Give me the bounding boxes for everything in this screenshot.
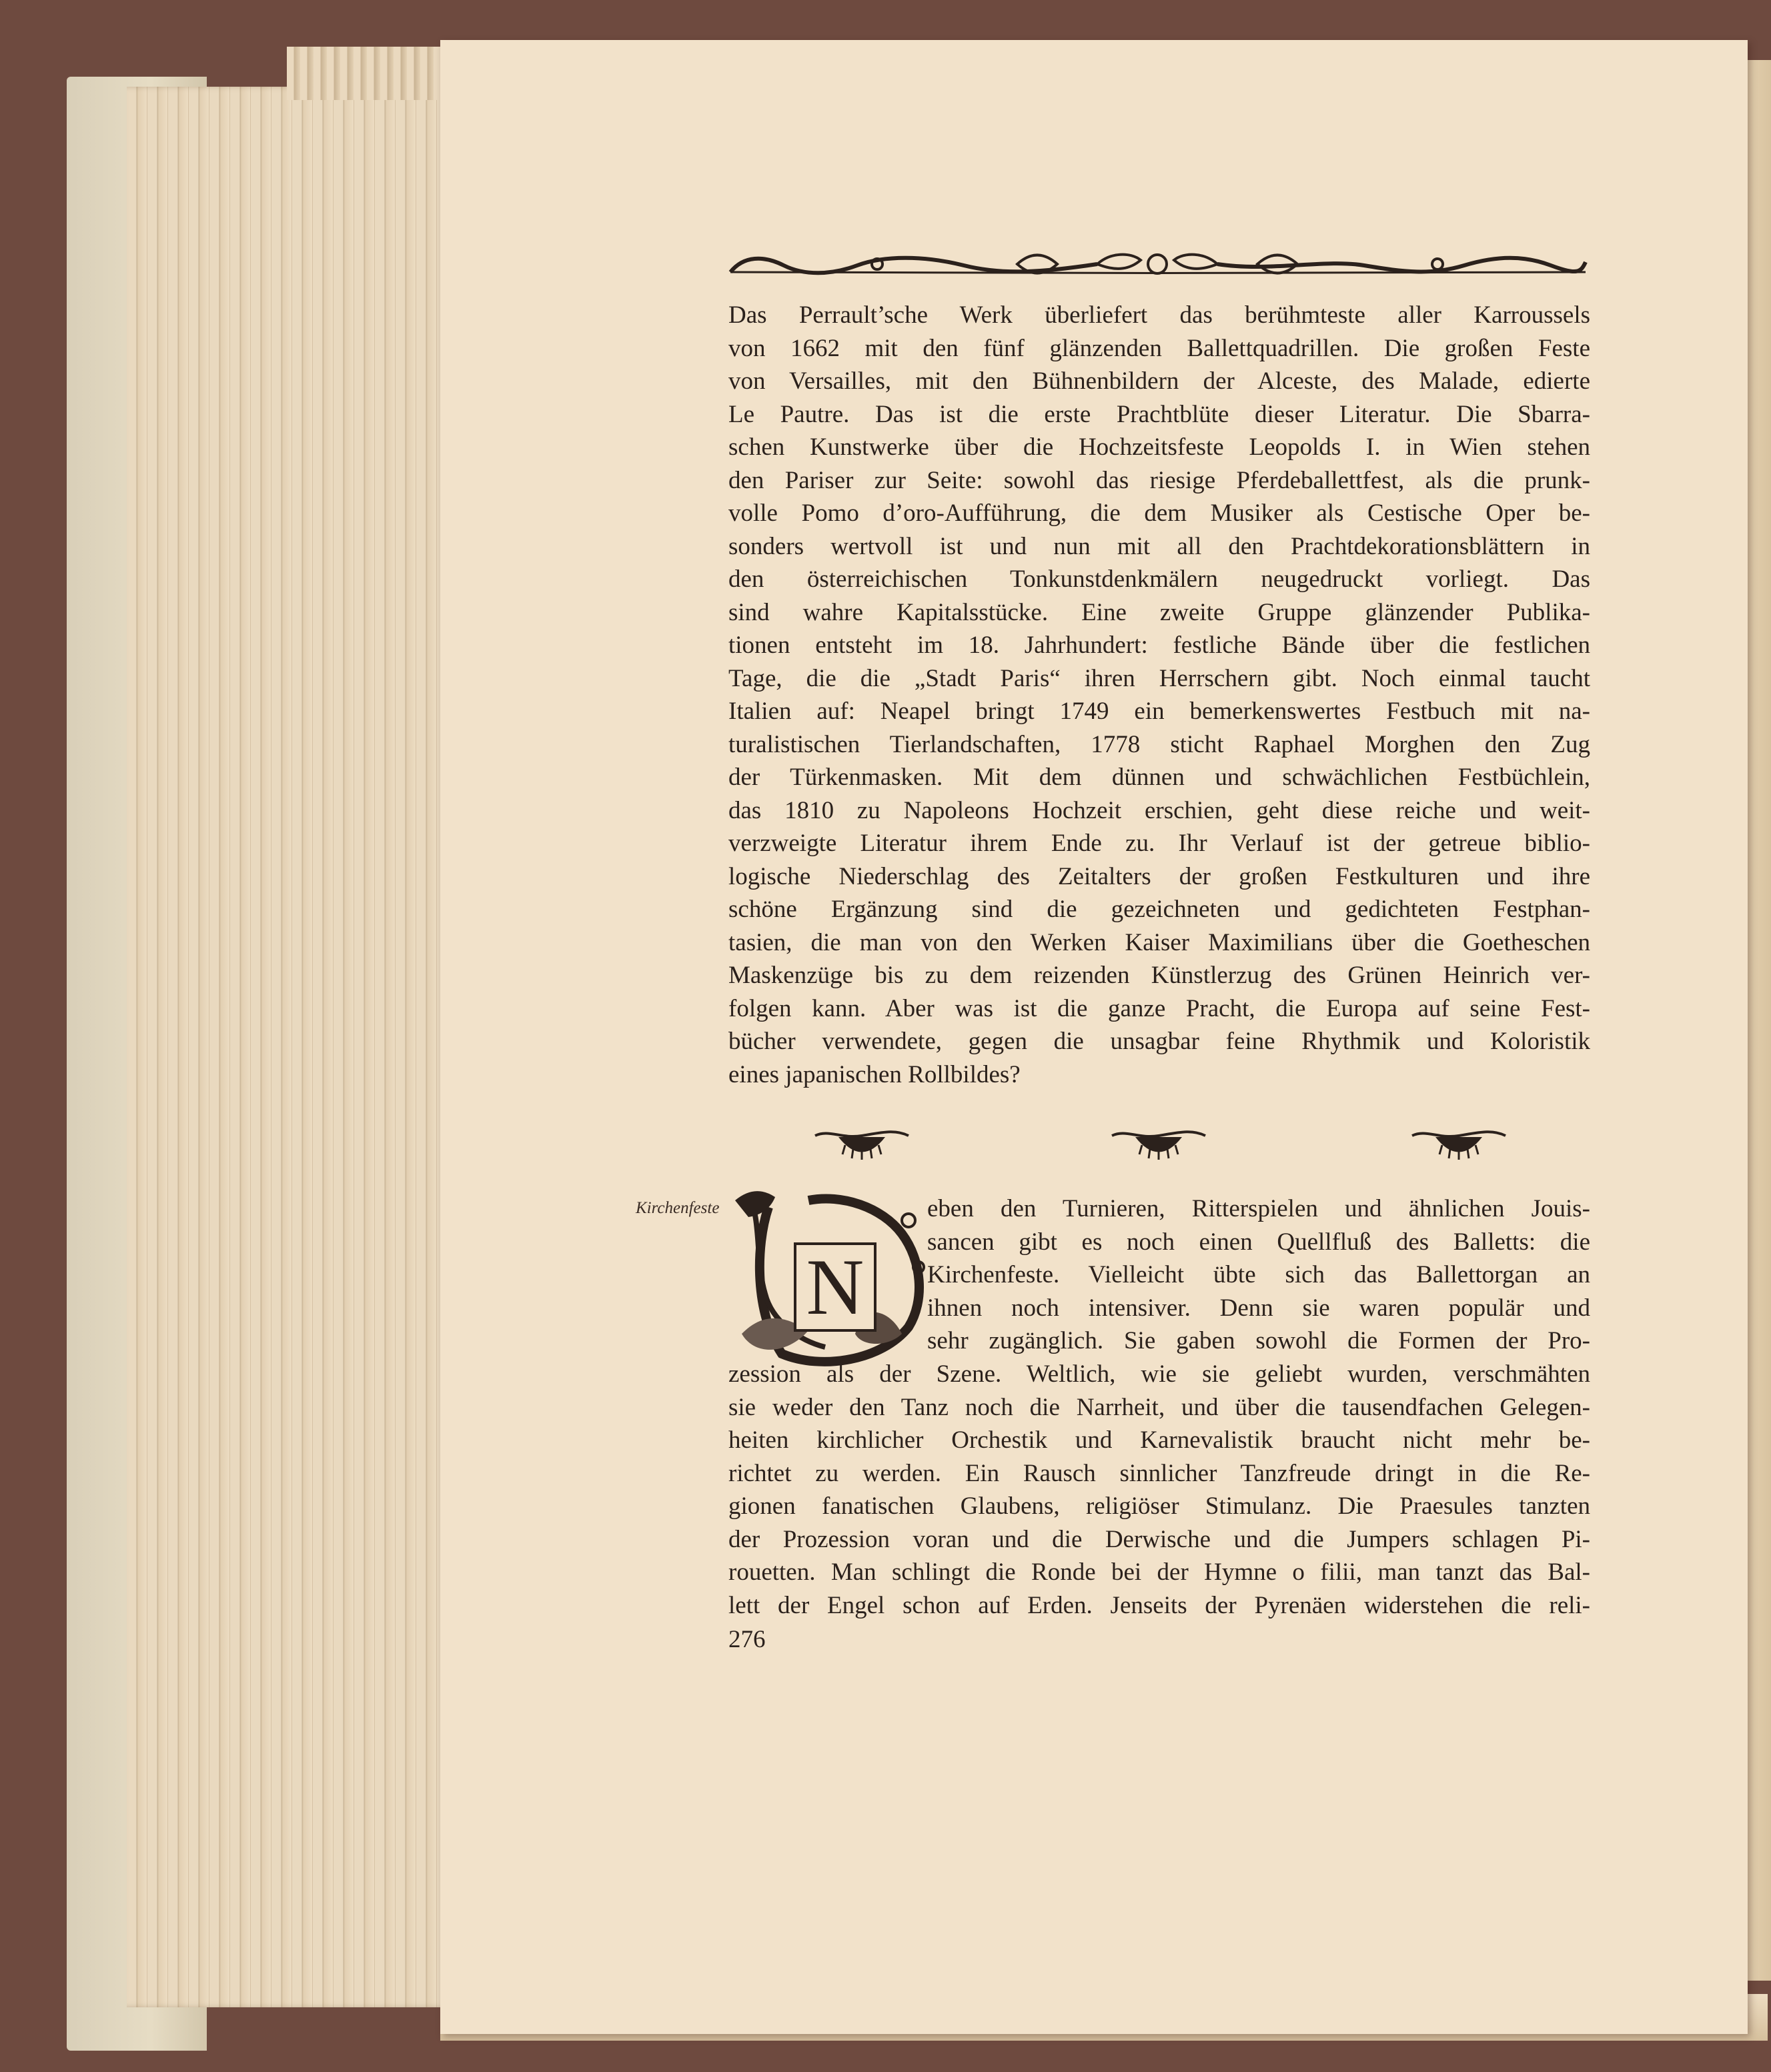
margin-note: Kirchenfeste xyxy=(636,1199,720,1217)
text-line: der Prozession voran und die Derwische und die Jumpers schlagen Pi- xyxy=(728,1525,1590,1553)
text-line: den Pariser zur Seite: sowohl das riesige Pferdeballettfest, als die prunk- xyxy=(728,466,1590,494)
text-line: Italien auf: Neapel bringt 1749 ein bemerkenswertes Festbuch mit na- xyxy=(728,698,1590,725)
paragraph-2-indented xyxy=(927,1192,1590,1358)
text-line: sancen gibt es noch einen Quellfluß des Balletts: die xyxy=(927,1228,1590,1256)
text-line: von 1662 mit den fünf glänzenden Ballettquadrillen. Die großen Feste xyxy=(728,334,1590,362)
text-line: Das Perrault’sche Werk überliefert das berühmteste aller Karroussels xyxy=(728,301,1590,329)
text-line: gionen fanatischen Glaubens, religiöser Stimulanz. Die Praesules tanzten xyxy=(728,1492,1590,1520)
text-line: tionen entsteht im 18. Jahrhundert: festliche Bände über die festlichen xyxy=(728,632,1590,659)
paragraph-2 xyxy=(728,1358,1590,1622)
text-line: das 1810 zu Napoleons Hochzeit erschien, geht diese reiche und weit- xyxy=(728,796,1590,824)
text-line: der Türkenmasken. Mit dem dünnen und schwächlichen Festbüchlein, xyxy=(728,764,1590,791)
text-line: richtet zu werden. Ein Rausch sinnlicher Tanzfreude dringt in die Re- xyxy=(728,1459,1590,1487)
text-line: schöne Ergänzung sind die gezeichneten und gedichteten Festphan- xyxy=(728,896,1590,923)
text-line: sie weder den Tanz noch die Narrheit, und über die tausendfachen Gelegen- xyxy=(728,1393,1590,1421)
text-line: rouetten. Man schlingt die Ronde bei der Hymne o filii, man tanzt das Bal- xyxy=(728,1559,1590,1586)
text-line: lett der Engel schon auf Erden. Jenseits der Pyrenäen widerstehen die reli- xyxy=(728,1591,1590,1619)
text-line: turalistischen Tierlandschaften, 1778 sticht Raphael Morghen den Zug xyxy=(728,730,1590,758)
svg-text:N: N xyxy=(806,1242,864,1331)
floral-ornament-icon xyxy=(1409,1124,1509,1164)
text-line: schen Kunstwerke über die Hochzeitsfeste Leopolds I. in Wien stehen xyxy=(728,433,1590,461)
floral-ornament-icon xyxy=(1109,1124,1209,1164)
text-line: sonders wertvoll ist und nun mit all den Prachtdekorationsblättern in xyxy=(728,532,1590,560)
text-line: ihnen noch intensiver. Denn sie waren populär und xyxy=(927,1294,1590,1322)
text-line: den österreichischen Tonkunstdenkmälern neugedruckt vorliegt. Das xyxy=(728,566,1590,593)
floral-ornament-icon xyxy=(812,1124,912,1164)
paragraph-1 xyxy=(728,299,1590,1091)
headpiece-ornament-icon xyxy=(724,245,1591,285)
text-line: bücher verwendete, gegen die unsagbar feine Rhythmik und Koloristik xyxy=(728,1028,1590,1055)
text-line: Le Pautre. Das ist die erste Prachtblüte dieser Literatur. Die Sbarra- xyxy=(728,400,1590,428)
text-line: Kirchenfeste. Vielleicht übte sich das Ballettorgan an xyxy=(927,1261,1590,1288)
text-line: sind wahre Kapitalsstücke. Eine zweite Gruppe glänzender Publika- xyxy=(728,598,1590,626)
text-line: volle Pomo d’oro-Aufführung, die dem Musiker als Cestische Oper be- xyxy=(728,499,1590,527)
section-divider xyxy=(728,1124,1590,1164)
text-line: heiten kirchlicher Orchestik und Karnevalistik braucht nicht mehr be- xyxy=(728,1426,1590,1454)
text-line: verzweigte Literatur ihrem Ende zu. Ihr Verlauf ist der getreue biblio- xyxy=(728,830,1590,857)
text-line: eines japanischen Rollbildes? xyxy=(728,1060,1021,1088)
text-line: zession als der Szene. Weltlich, wie sie geliebt wurden, verschmähten xyxy=(728,1360,1590,1388)
text-line: tasien, die man von den Werken Kaiser Maximilians über die Goetheschen xyxy=(728,928,1590,956)
text-line: logische Niederschlag des Zeitalters der großen Festkulturen und ihre xyxy=(728,862,1590,890)
text-line: von Versailles, mit den Bühnenbildern der Alceste, des Malade, edierte xyxy=(728,367,1590,395)
text-line: sehr zugänglich. Sie gaben sowohl die Formen der Pro- xyxy=(927,1327,1590,1354)
decorated-initial-icon xyxy=(728,1180,929,1374)
text-line: Tage, die die „Stadt Paris“ ihren Herrschern gibt. Noch einmal taucht xyxy=(728,664,1590,692)
text-line: eben den Turnieren, Ritterspielen und ähnlichen Jouis- xyxy=(927,1195,1590,1222)
text-line: Maskenzüge bis zu dem reizenden Künstlerzug des Grünen Heinrich ver- xyxy=(728,962,1590,989)
text-line: folgen kann. Aber was ist die ganze Pracht, die Europa auf seine Fest- xyxy=(728,994,1590,1022)
page-number: 276 xyxy=(728,1626,766,1653)
